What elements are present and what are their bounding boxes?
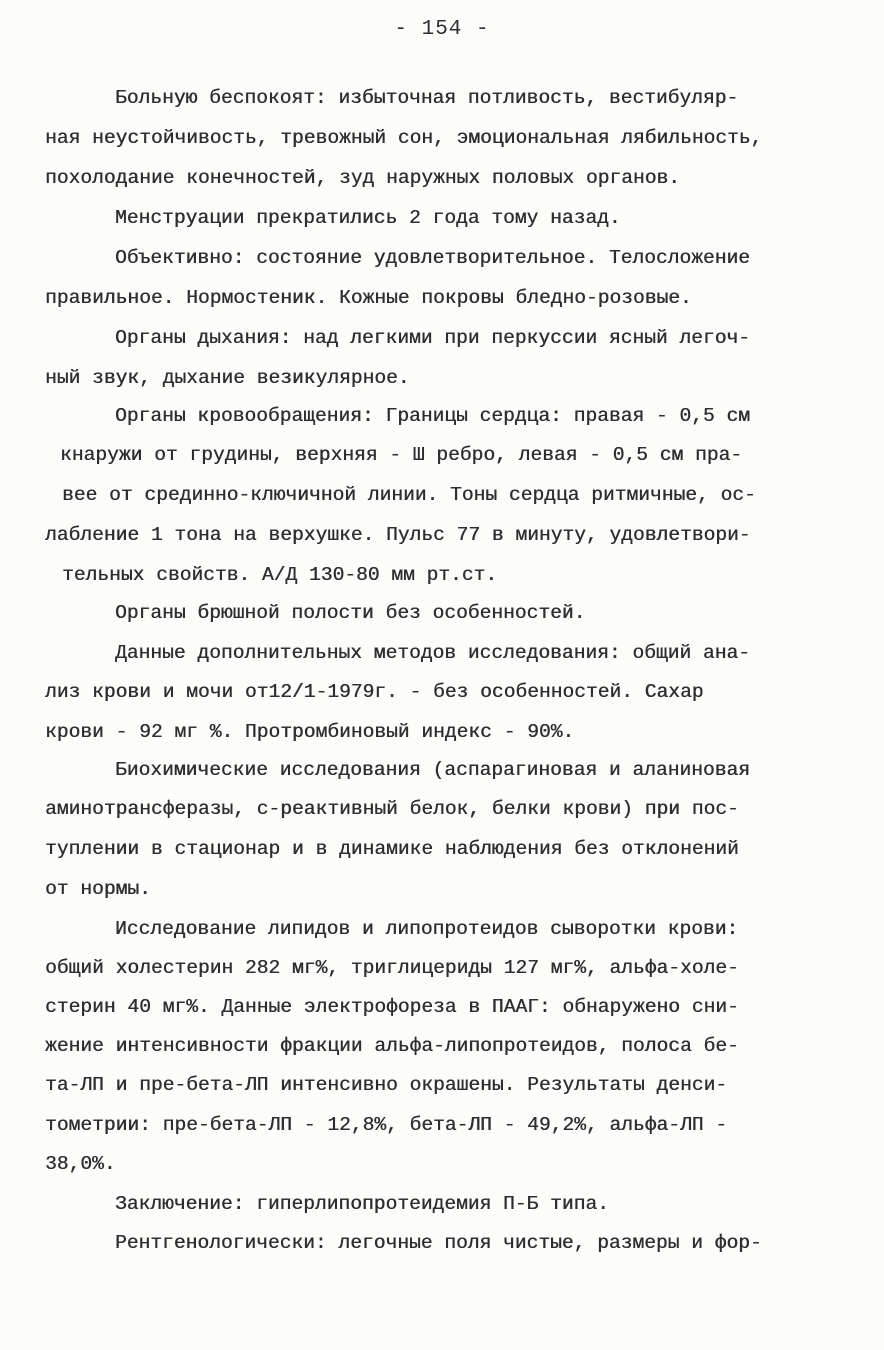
text-line: Исследование липидов и липопротеидов сыворотки крови:: [115, 918, 739, 940]
text-line: общий холестерин 282 мг%, триглицериды 127 мг%, альфа-холе-: [45, 957, 739, 979]
text-line: Заключение: гиперлипопротеидемия П-Б типа.: [115, 1193, 609, 1215]
text-line: от нормы.: [45, 878, 151, 900]
text-line: Объективно: состояние удовлетворительное. Телосложение: [115, 247, 750, 269]
page-number: - 154 -: [394, 18, 490, 41]
text-line: Биохимические исследования (аспарагиновая и аланиновая: [115, 759, 750, 781]
text-line: Больную беспокоят: избыточная потливость, вестибуляр-: [115, 87, 739, 109]
text-line: аминотрансферазы, с-реактивный белок, белки крови) при пос-: [45, 798, 739, 820]
text-line: стерин 40 мг%. Данные электрофореза в ПААГ: обнаружено сни-: [45, 996, 739, 1018]
text-line: Органы дыхания: над легкими при перкуссии ясный легоч-: [115, 327, 750, 349]
text-line: правильное. Нормостеник. Кожные покровы бледно-розовые.: [45, 287, 692, 309]
text-line: 38,0%.: [45, 1153, 116, 1175]
text-line: та-ЛП и пре-бета-ЛП интенсивно окрашены. Результаты денси-: [45, 1074, 727, 1096]
text-line: кнаружи от грудины, верхняя - Ш ребро, левая - 0,5 см пра-: [60, 444, 742, 466]
text-line: лабление 1 тона на верхушке. Пульс 77 в минуту, удовлетвори-: [45, 524, 751, 546]
text-line: Рентгенологически: легочные поля чистые, размеры и фор-: [115, 1232, 762, 1254]
text-line: жение интенсивности фракции альфа-липопротеидов, полоса бе-: [45, 1035, 739, 1057]
text-line: ная неустойчивость, тревожный сон, эмоциональная лябильность,: [45, 127, 763, 149]
text-line: Органы кровообращения: Границы сердца: правая - 0,5 см: [115, 405, 750, 427]
text-line: лиз крови и мочи от12/1-1979г. - без особенностей. Сахар: [45, 681, 704, 703]
text-line: похолодание конечностей, зуд наружных половых органов.: [45, 167, 680, 189]
text-line: крови - 92 мг %. Протромбиновый индекс - 90%.: [45, 721, 575, 743]
text-line: туплении в стационар и в динамике наблюдения без отклонений: [45, 838, 739, 860]
text-line: Менструации прекратились 2 года тому назад.: [115, 207, 621, 229]
text-line: ный звук, дыхание везикулярное.: [45, 367, 410, 389]
text-line: тельных свойств. А/Д 130-80 мм рт.ст.: [62, 564, 498, 586]
text-line: тометрии: пре-бета-ЛП - 12,8%, бета-ЛП - 49,2%, альфа-ЛП -: [45, 1114, 727, 1136]
text-line: Органы брюшной полости без особенностей.: [115, 602, 586, 624]
text-line: Данные дополнительных методов исследования: общий ана-: [115, 642, 750, 664]
text-line: вее от срединно-ключичной линии. Тоны сердца ритмичные, ос-: [62, 484, 756, 506]
